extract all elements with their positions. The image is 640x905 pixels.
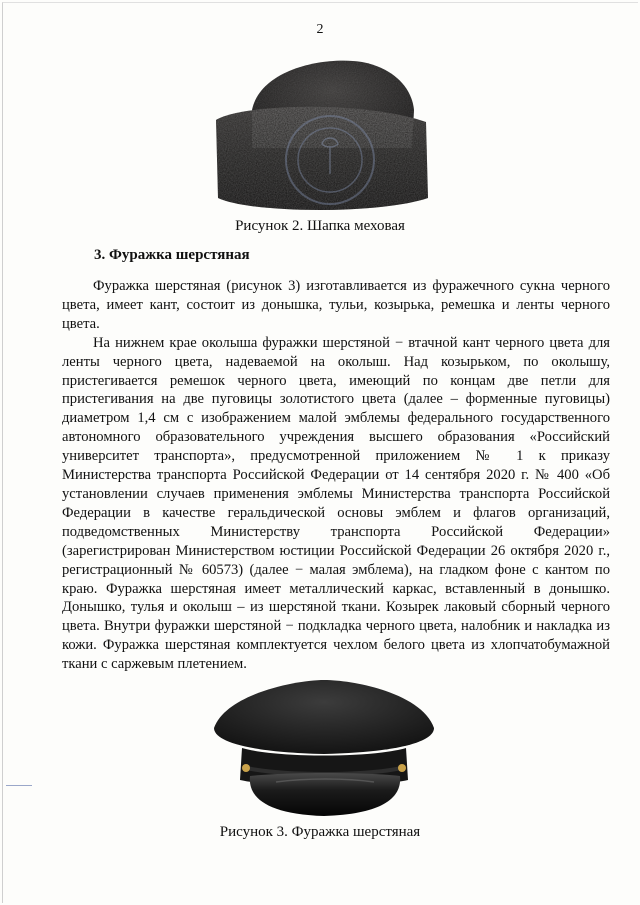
wool-peaked-cap-photo — [206, 676, 442, 822]
figure-2-caption: Рисунок 2. Шапка меховая — [235, 218, 405, 234]
section-body — [62, 277, 610, 674]
paragraph-1: Фуражка шерстяная (рисунок 3) изготавливается из фуражечного сукна черного цвета, имеет кант, состоит из донышка, тульи, козырька, ремешка и ленты черного цвета. — [62, 278, 610, 332]
figure-3-caption: Рисунок 3. Фуражка шерстяная — [219, 824, 421, 840]
scan-mark — [6, 785, 32, 786]
section-heading: 3. Фуражка шерстяная — [94, 247, 250, 263]
paragraph-2: На нижнем крае околыша фуражки шерстяной − втачной кант черного цвета для ленты черного цвета, надеваемой на околыш. Над козырьком, по околышу, пристегивается ремешок черного цвета, имеющий по концам две петли для пристегивания на две пуговицы золотистого цвета (далее – форменные пуговицы) диаметром 1,4 см с изображением малой эмблемы федерального государственного автономного образовательного учреждения высшего образования «Российский университет транспорта», предусмотренной приложением № 1 к приказу Министерства транспорта Российской Федерации от 14 сентября 2020 г. № 400 «Об установлении случаев применения эмблемы Министерства транспорта Российской Федерации в качестве геральдической основы эмблем и флагов организаций, подведомственных Министерству транспорта Российской Федерации» (зарегистрирован Министерством юстиции Российской Федерации 26 октября 2020 г., регистрационный № 60573) (далее − малая эмблема), на гладком фоне с кантом по краю. Фуражка шерстяная имеет металлический каркас, вставленный в донышко. Донышко, тулья и околыш – из шерстяной ткани. Козырек лаковый сборный черного цвета. Внутри фуражки шерстяной − подкладка черного цвета, налобник и накладка из кожи. Фуражка шерстяная комплектуется чехлом белого цвета из хлопчатобумажной ткани с саржевым плетением. — [62, 334, 610, 673]
page-number: 2 — [316, 22, 324, 37]
fur-hat-photo — [212, 48, 432, 220]
